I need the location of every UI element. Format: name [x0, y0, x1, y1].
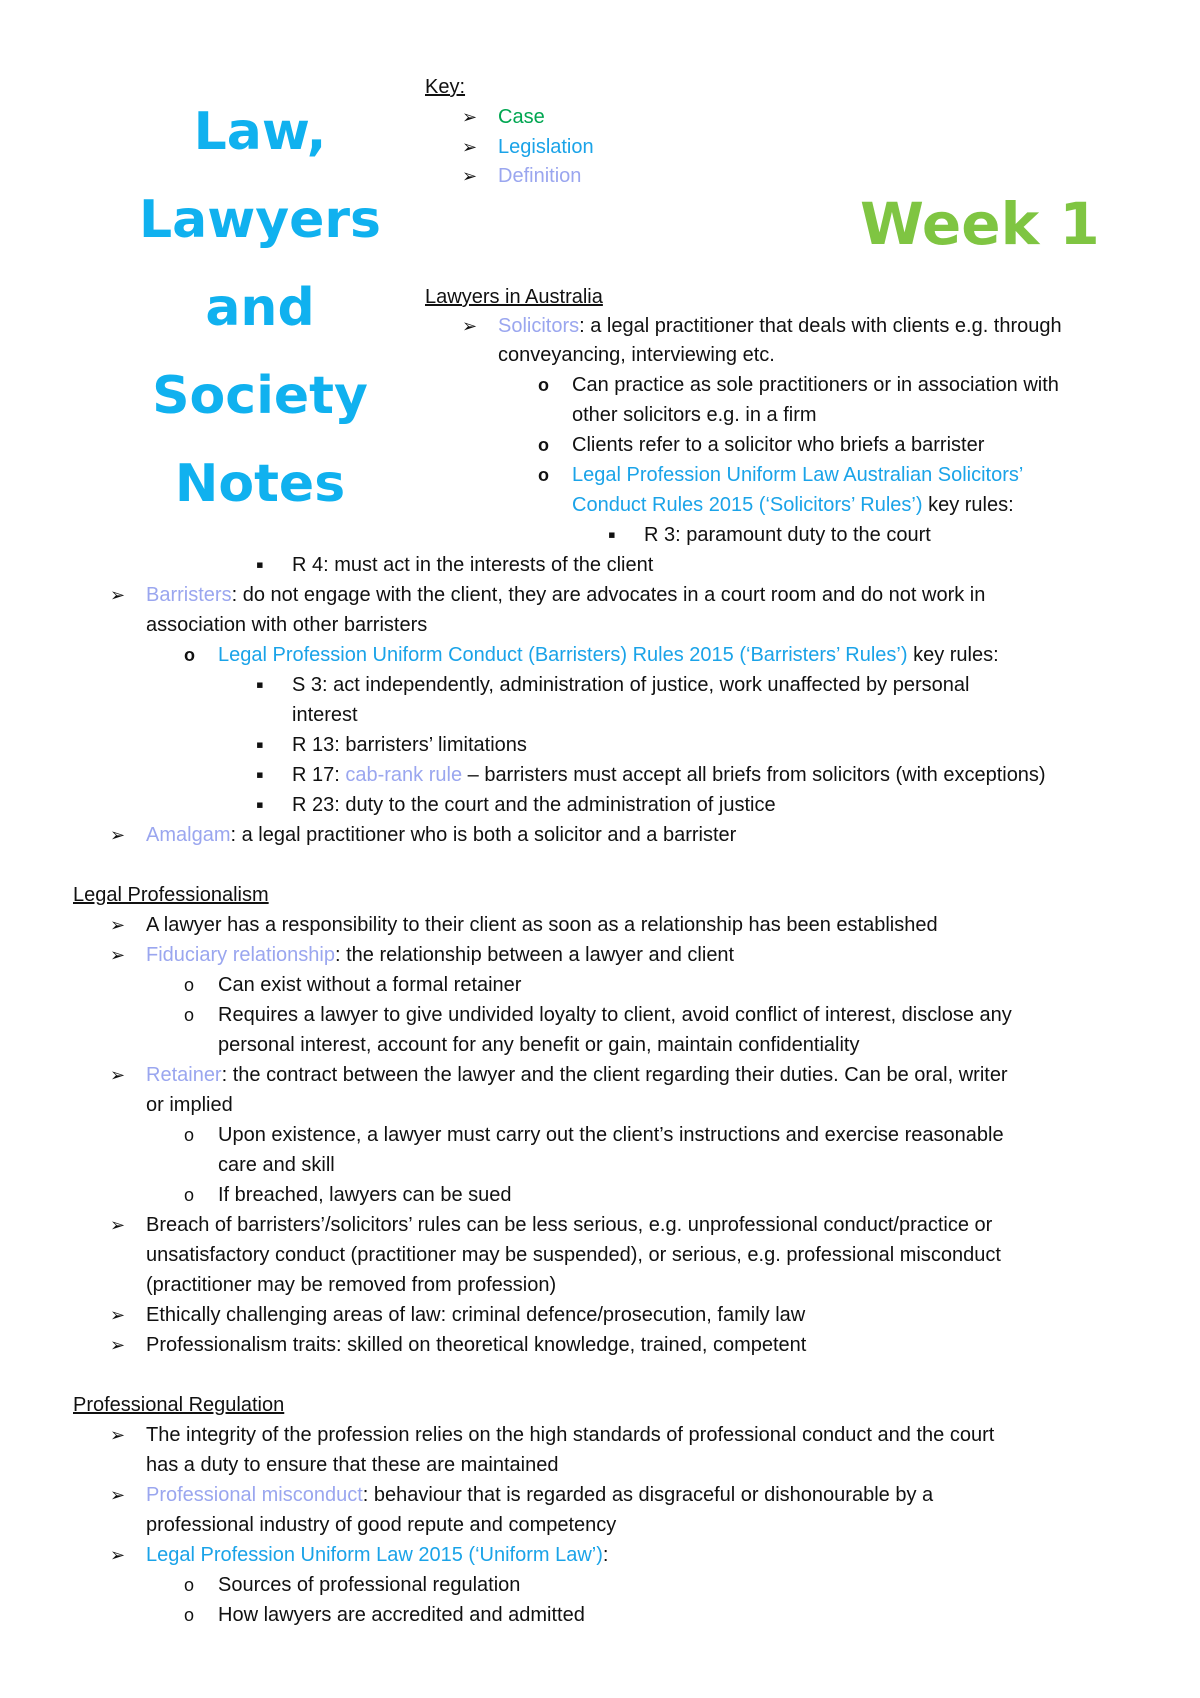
item-text: – barristers must accept all briefs from solicitors (with exceptions)	[462, 764, 1046, 786]
square-bullet-icon	[256, 760, 264, 791]
arrow-bullet-icon	[462, 102, 477, 132]
circle-bullet-icon	[184, 1120, 194, 1150]
list-item	[146, 940, 734, 970]
list-item-cont: association with other barristers	[146, 614, 428, 636]
list-item-cont: other solicitors e.g. in a firm	[572, 404, 817, 426]
title-line: Notes	[174, 454, 346, 514]
circle-bullet-icon	[538, 370, 549, 400]
arrow-bullet-icon	[110, 1300, 125, 1330]
item-text: R 17:	[292, 764, 346, 786]
list-item	[146, 1480, 933, 1510]
circle-bullet-icon	[538, 430, 549, 460]
title-line: Society	[152, 366, 368, 426]
list-item: Can practice as sole practitioners or in association with	[572, 374, 1059, 396]
list-item	[146, 820, 736, 850]
legislation-term: Legal Profession Uniform Law 2015 (‘Uniform Law’)	[146, 1544, 603, 1566]
definition-term: Amalgam	[146, 824, 231, 846]
list-item	[218, 640, 999, 670]
square-bullet-icon	[256, 550, 264, 581]
list-item-cont	[572, 490, 1014, 520]
list-item: S 3: act independently, administration of justice, work unaffected by personal	[292, 674, 970, 696]
square-bullet-icon	[608, 520, 616, 551]
list-item-cont: professional industry of good repute and competency	[146, 1514, 617, 1536]
list-item-cont: personal interest, account for any benefit or gain, maintain confidentiality	[218, 1034, 860, 1056]
definition-term: cab-rank rule	[345, 764, 463, 786]
list-item-cont: care and skill	[218, 1154, 335, 1176]
list-item-cont: or implied	[146, 1094, 233, 1116]
list-item: R 4: must act in the interests of the client	[292, 554, 654, 576]
arrow-bullet-icon	[110, 820, 125, 850]
legislation-term: Legal Profession Uniform Law Australian Solicitors’	[572, 464, 1024, 486]
arrow-bullet-icon	[110, 1210, 125, 1240]
key-definition: Definition	[498, 165, 582, 187]
list-item	[146, 1540, 608, 1570]
section-heading: Legal Professionalism	[73, 884, 269, 906]
arrow-bullet-icon	[110, 1060, 125, 1090]
week-label: Week 1	[860, 190, 1100, 258]
item-text: : a legal practitioner that deals with clients e.g. through	[579, 315, 1062, 337]
legislation-term: Conduct Rules 2015 (‘Solicitors’ Rules’)	[572, 494, 923, 516]
list-item: R 13: barristers’ limitations	[292, 734, 527, 756]
section-heading: Professional Regulation	[73, 1394, 285, 1416]
item-text: key rules:	[922, 494, 1014, 516]
list-item-cont: has a duty to ensure that these are maintained	[146, 1454, 559, 1476]
arrow-bullet-icon	[110, 580, 125, 610]
circle-bullet-icon	[184, 1000, 194, 1030]
legislation-term: Legal Profession Uniform Conduct (Barristers) Rules 2015 (‘Barristers’ Rules’)	[218, 644, 908, 666]
square-bullet-icon	[256, 790, 264, 821]
item-text: :	[602, 1544, 609, 1566]
list-item: The integrity of the profession relies on the high standards of professional conduct and the court	[146, 1424, 995, 1446]
title-line: and	[205, 278, 315, 338]
definition-term: Fiduciary relationship	[146, 944, 335, 966]
arrow-bullet-icon	[110, 1330, 125, 1360]
list-item: Professionalism traits: skilled on theoretical knowledge, trained, competent	[146, 1334, 807, 1356]
list-item	[292, 760, 1046, 790]
list-item: R 3: paramount duty to the court	[644, 524, 931, 546]
circle-bullet-icon	[538, 460, 549, 490]
square-bullet-icon	[256, 730, 264, 761]
list-item: Can exist without a formal retainer	[218, 974, 522, 996]
square-bullet-icon	[256, 670, 264, 701]
title-line: Lawyers	[138, 190, 382, 250]
list-item: Breach of barristers’/solicitors’ rules can be less serious, e.g. unprofessional conduct/practice or	[146, 1214, 993, 1236]
definition-term: Solicitors	[498, 315, 580, 337]
list-item-cont: (practitioner may be removed from profession)	[146, 1274, 557, 1296]
arrow-bullet-icon	[110, 910, 125, 940]
list-item: R 23: duty to the court and the administration of justice	[292, 794, 776, 816]
key-heading: Key:	[425, 76, 466, 98]
circle-bullet-icon	[184, 1180, 194, 1210]
definition-term: Professional misconduct	[146, 1484, 363, 1506]
list-item: A lawyer has a responsibility to their client as soon as a relationship has been established	[146, 914, 938, 936]
item-text: key rules:	[907, 644, 999, 666]
list-item: Clients refer to a solicitor who briefs a barrister	[572, 434, 985, 456]
list-item	[146, 1060, 1008, 1090]
definition-term: Barristers	[146, 584, 232, 606]
arrow-bullet-icon	[110, 1480, 125, 1510]
definition-term: Retainer	[146, 1064, 222, 1086]
list-item: If breached, lawyers can be sued	[218, 1184, 512, 1206]
list-item-cont: unsatisfactory conduct (practitioner may be suspended), or serious, e.g. professional misconduct	[146, 1244, 1001, 1266]
key-legislation: Legislation	[498, 136, 594, 158]
circle-bullet-icon	[184, 970, 194, 1000]
section-heading: Lawyers in Australia	[425, 286, 603, 308]
list-item	[146, 580, 985, 610]
list-item: Sources of professional regulation	[218, 1574, 521, 1596]
item-text: : a legal practitioner who is both a solicitor and a barrister	[230, 824, 737, 846]
arrow-bullet-icon	[462, 132, 477, 162]
list-item: How lawyers are accredited and admitted	[218, 1604, 585, 1626]
item-text: : the relationship between a lawyer and client	[334, 944, 735, 966]
arrow-bullet-icon	[110, 940, 125, 970]
arrow-bullet-icon	[462, 311, 477, 341]
list-item-cont: conveyancing, interviewing etc.	[498, 344, 775, 366]
key-case: Case	[498, 106, 545, 128]
circle-bullet-icon	[184, 1600, 194, 1630]
circle-bullet-icon	[184, 640, 195, 670]
circle-bullet-icon	[184, 1570, 194, 1600]
title-line: Law,	[193, 102, 327, 162]
document-title	[130, 88, 390, 528]
item-text: : behaviour that is regarded as disgraceful or dishonourable by a	[362, 1484, 934, 1506]
arrow-bullet-icon	[110, 1540, 125, 1570]
list-item	[498, 311, 1062, 341]
list-item: Ethically challenging areas of law: criminal defence/prosecution, family law	[146, 1304, 806, 1326]
arrow-bullet-icon	[462, 161, 477, 191]
arrow-bullet-icon	[110, 1420, 125, 1450]
list-item: Upon existence, a lawyer must carry out the client’s instructions and exercise reasonable	[218, 1124, 1004, 1146]
list-item: Requires a lawyer to give undivided loyalty to client, avoid conflict of interest, disclose any	[218, 1004, 1012, 1026]
list-item-cont: interest	[292, 704, 358, 726]
item-text: : the contract between the lawyer and the client regarding their duties. Can be oral, writer	[221, 1064, 1008, 1086]
item-text: : do not engage with the client, they are advocates in a court room and do not work in	[231, 584, 986, 606]
